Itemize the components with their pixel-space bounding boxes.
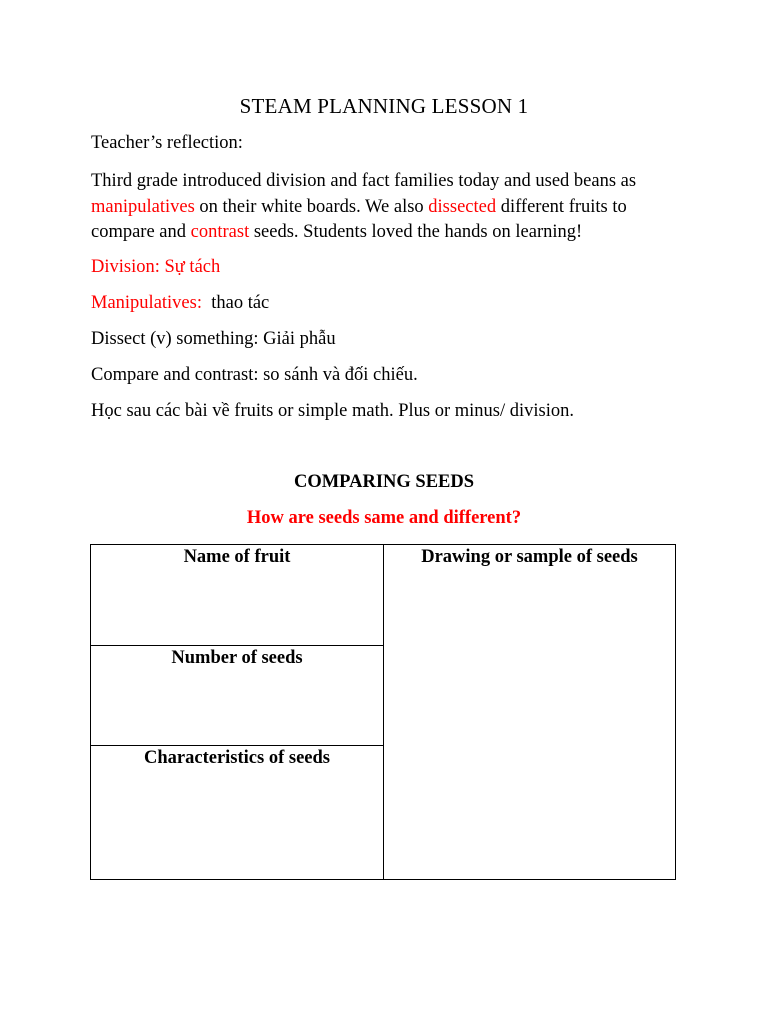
reflection-label: Teacher’s reflection: — [91, 133, 243, 153]
header-name-of-fruit: Name of fruit — [183, 547, 291, 567]
highlight-manipulatives: manipulatives — [91, 196, 195, 217]
header-drawing-or-sample: Drawing or sample of seeds — [421, 547, 638, 567]
study-note: Học sau các bài về fruits or simple math. Plus or minus/ division. — [91, 401, 574, 421]
cell-number-of-seeds[interactable] — [91, 646, 384, 746]
comparing-seeds-table — [90, 544, 676, 880]
reflection-text-2: on their white boards. We also — [194, 196, 429, 217]
vocab-manipulatives-term: Manipulatives: — [91, 293, 202, 313]
section-question: How are seeds same and different? — [246, 508, 522, 528]
vocab-manipulatives — [91, 291, 691, 317]
reflection-text-4: seeds. Students loved the hands on learning! — [249, 222, 583, 242]
reflection-paragraph — [91, 169, 691, 246]
section-heading: COMPARING SEEDS — [293, 472, 475, 492]
reflection-text-1: Third grade introduced division and fact families today and used beans as — [91, 171, 637, 191]
cell-name-of-fruit[interactable] — [91, 545, 384, 646]
vocab-manipulatives-def: thao tác — [201, 293, 270, 313]
header-characteristics: Characteristics of seeds — [144, 748, 330, 768]
highlight-dissected: dissected — [428, 196, 497, 217]
reflection-text-3: different fruits to compare and — [91, 196, 627, 242]
vocab-compare: Compare and contrast: so sánh và đối chiếu. — [91, 365, 418, 385]
header-number-of-seeds: Number of seeds — [171, 648, 303, 668]
page-title: STEAM PLANNING LESSON 1 — [239, 94, 529, 118]
vocab-dissect: Dissect (v) something: Giải phẫu — [91, 329, 336, 349]
table-row — [91, 545, 676, 646]
cell-drawing-or-sample[interactable] — [384, 545, 676, 880]
vocab-division: Division: Sự tách — [91, 257, 221, 277]
highlight-contrast: contrast — [190, 222, 250, 242]
cell-characteristics[interactable] — [91, 746, 384, 880]
